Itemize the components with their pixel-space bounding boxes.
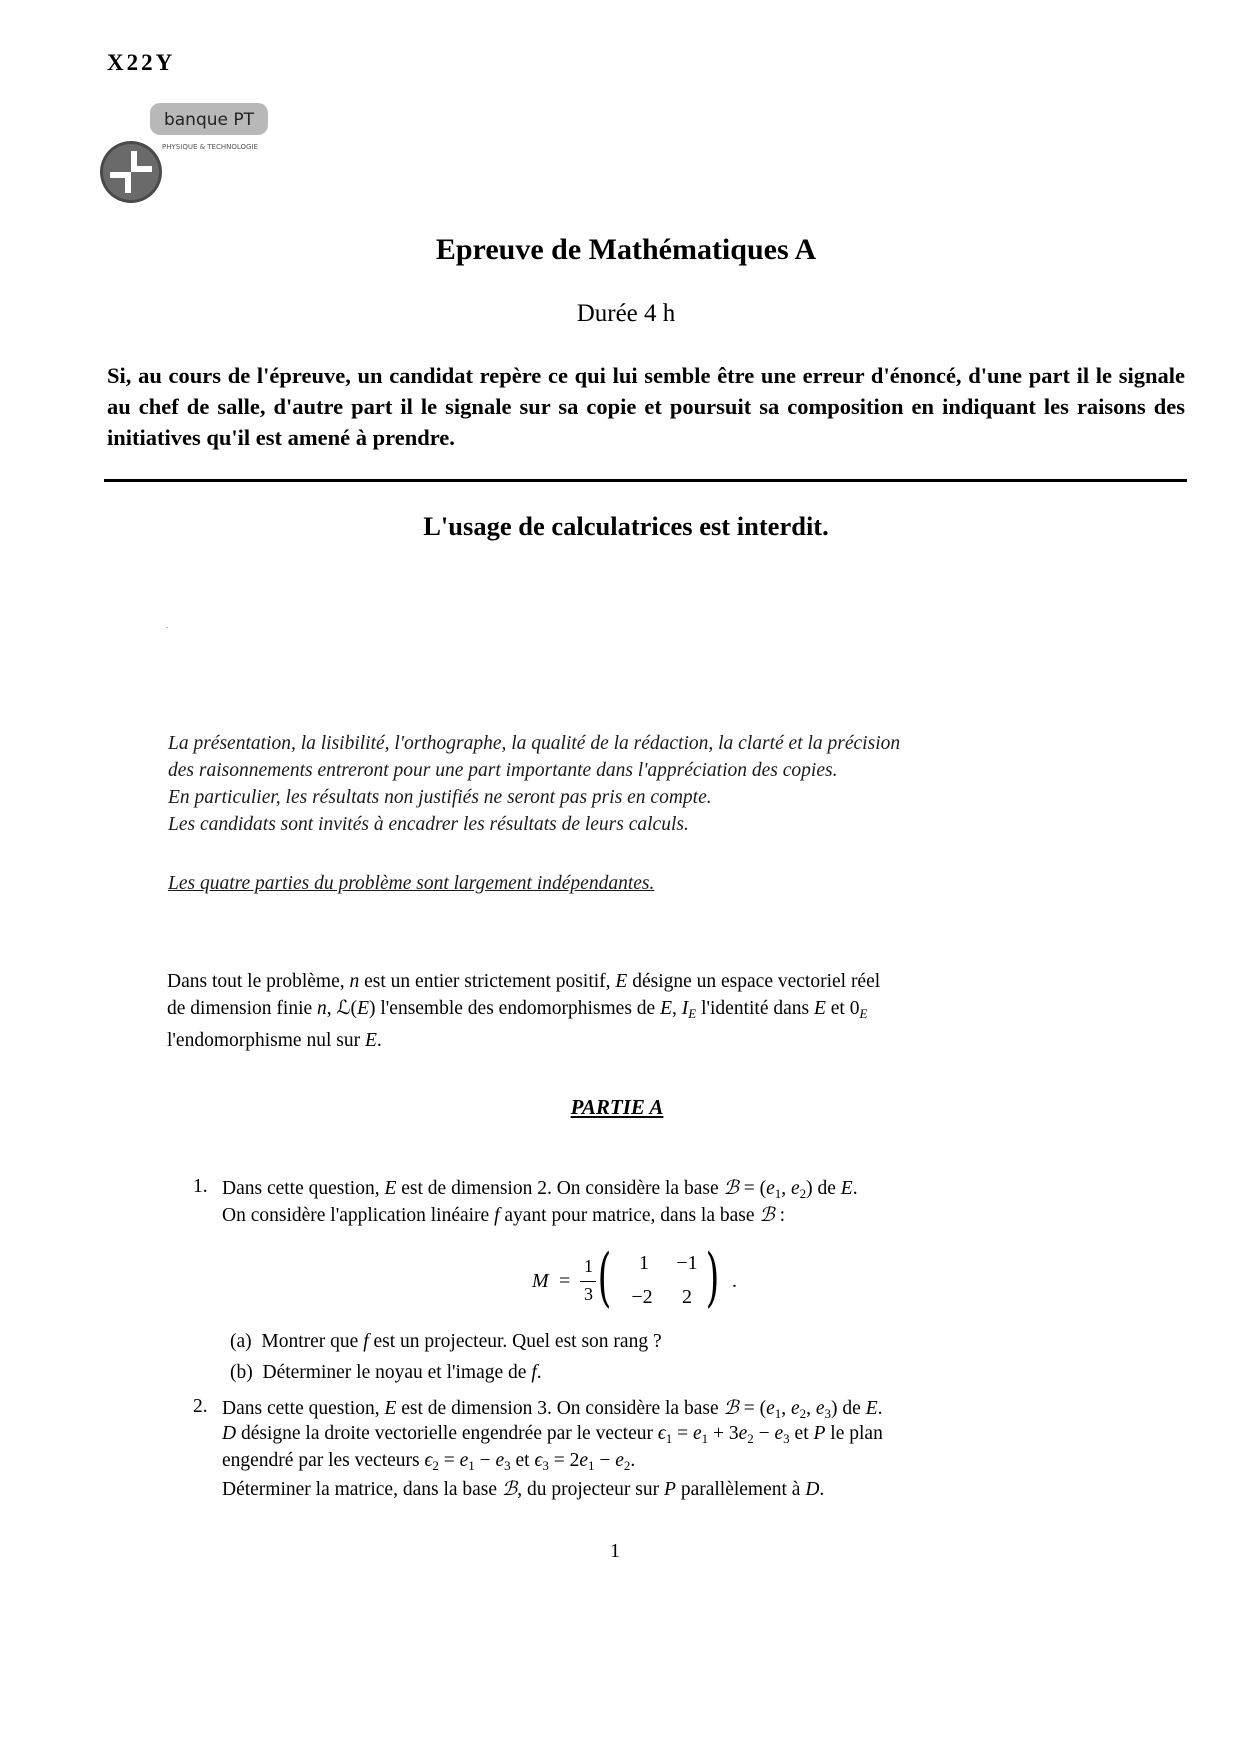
- q2-line-3: engendré par les vecteurs $\epsilon_2 = e_1 - e_3$ et $\epsilon_3 = 2e_1 - e_2$.: [222, 1450, 636, 1473]
- q1-line-1: Dans cette question, E est de dimension 2. On considère la base ℬ = ($e_1$, $e_2$) de E.: [222, 1178, 858, 1201]
- q2-line-4: Déterminer la matrice, dans la base ℬ, du projecteur sur P parallèlement à D.: [222, 1479, 825, 1500]
- banque-pt-logo: [100, 103, 300, 213]
- exam-title: Epreuve de Mathématiques A: [435, 233, 817, 266]
- matrix-period: .: [732, 1270, 737, 1292]
- matrix-M: [532, 1241, 752, 1318]
- matrix-cell: −2: [631, 1286, 653, 1308]
- svg-text:banque PT: banque PT: [163, 110, 255, 130]
- calculator-notice: L'usage de calculatrices est interdit.: [423, 511, 829, 541]
- matrix-cell: 2: [682, 1286, 692, 1308]
- horizontal-rule: [104, 479, 1187, 482]
- instruction-line: des raisonnements entreront pour une part importante dans l'appréciation des copies.: [168, 760, 838, 781]
- exam-duration: Durée 4 h: [576, 300, 676, 327]
- matrix-cell: 1: [639, 1252, 649, 1274]
- q2-line-2: D désigne la droite vectorielle engendrée par le vecteur $\epsilon_1 = e_1 + 3e_2 - e_3$ et P le plan: [222, 1423, 883, 1446]
- q1-subquestion-a: (a) Montrer que f est un projecteur. Quel est son rang ?: [230, 1331, 662, 1352]
- exam-code: X22Y: [107, 50, 176, 75]
- right-parenthesis: ): [705, 1241, 720, 1315]
- q1-subquestion-b: (b) Déterminer le noyau et l'image de f.: [230, 1362, 542, 1383]
- equals-sign: =: [559, 1270, 571, 1292]
- instruction-line: Les candidats sont invités à encadrer les résultats de leurs calculs.: [168, 814, 689, 835]
- scan-speck: [166, 627, 168, 628]
- fraction-bar: [580, 1281, 596, 1282]
- fraction-denominator: 3: [584, 1284, 593, 1304]
- q2-line-1: Dans cette question, E est de dimension 3. On considère la base ℬ = ($e_1$, $e_2$, $e_3$) de E.: [222, 1398, 883, 1421]
- fraction-numerator: 1: [584, 1256, 593, 1276]
- instruction-line: La présentation, la lisibilité, l'orthographe, la qualité de la rédaction, la clarté et la précision: [168, 733, 901, 754]
- svg-text:PHYSIQUE & TECHNOLOGIE: PHYSIQUE & TECHNOLOGIE: [162, 143, 258, 151]
- q1-line-2: On considère l'application linéaire f ayant pour matrice, dans la base ℬ :: [222, 1205, 786, 1226]
- instruction-line: En particulier, les résultats non justifiés ne seront pas pris en compte.: [168, 787, 712, 808]
- question-number: 2.: [193, 1396, 208, 1417]
- question-number: 1.: [193, 1176, 208, 1197]
- error-warning-paragraph: Si, au cours de l'épreuve, un candidat repère ce qui lui semble être une erreur d'énoncé, d'une part il le signale au chef de salle, d'autre part il le signale sur sa copie et poursuit sa composition en indiquant les raisons des initiatives qu'il est amené à prendre.: [107, 363, 1185, 450]
- left-parenthesis: (: [597, 1241, 612, 1315]
- intro-line-3: l'endomorphisme nul sur E.: [167, 1030, 382, 1051]
- presentation-instructions: [168, 730, 1098, 838]
- intro-line-1: Dans tout le problème, n est un entier strictement positif, E désigne un espace vectoriel réel: [167, 971, 881, 992]
- independence-note: Les quatre parties du problème sont largement indépendantes.: [168, 873, 655, 894]
- matrix-cell: −1: [676, 1252, 698, 1274]
- page-number: 1: [610, 1540, 620, 1562]
- problem-intro: [167, 968, 1067, 1054]
- intro-line-2: de dimension finie n, ℒ(E) l'ensemble des endomorphismes de E, $I_E$ l'identité dans E et $0_E$: [167, 998, 868, 1021]
- part-title: PARTIE A: [570, 1095, 664, 1119]
- matrix-name: M: [532, 1270, 549, 1292]
